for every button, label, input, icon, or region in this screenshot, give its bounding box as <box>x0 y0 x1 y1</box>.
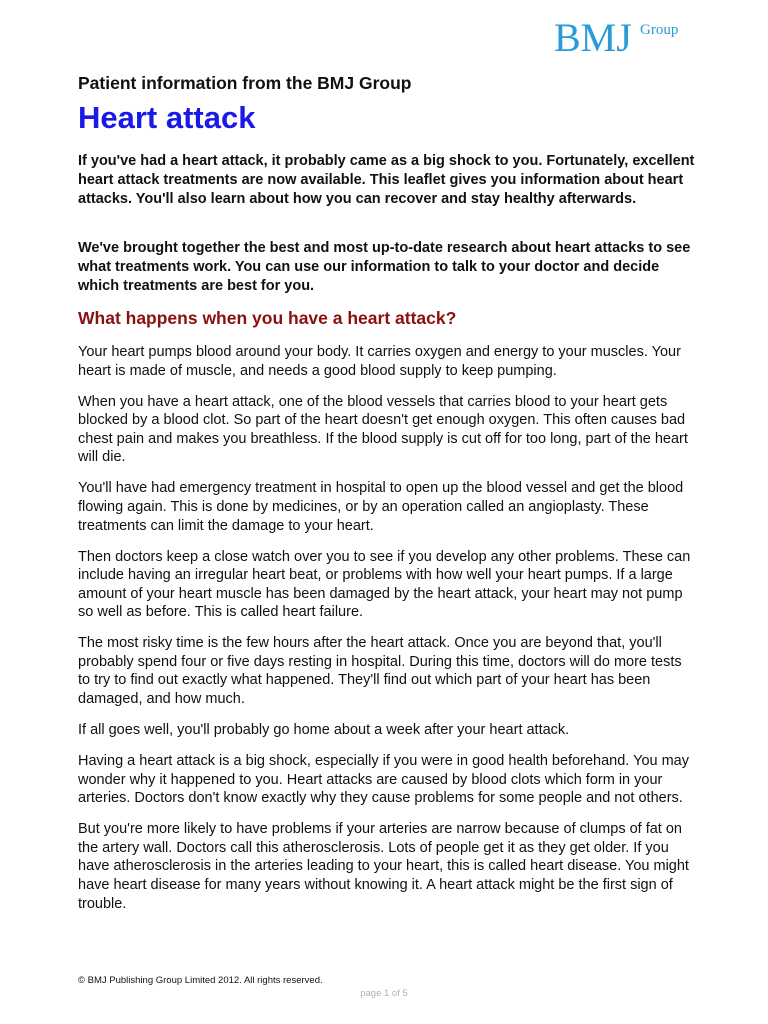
body-paragraph: But you're more likely to have problems if your arteries are narrow because of clumps of fat on the artery wall. Doctors call this atherosclerosis. Lots of people get it as they get older. If you have atherosclerosis in the arteries leading to your heart, this is called heart disease. You might have heart disease for many years without knowing it. A heart attack might be the first sign of trouble. <box>78 821 689 912</box>
body-paragraph: If all goes well, you'll probably go home about a week after your heart attack. <box>78 722 570 739</box>
body-paragraph: Having a heart attack is a big shock, especially if you were in good health beforehand. You may wonder why it happened to you. Heart attacks are caused by blood clots which form in your arteries. Doctors don't know exactly why they cause problems for some people and not others. <box>78 753 689 807</box>
body-paragraph: Your heart pumps blood around your body. It carries oxygen and energy to your muscles. Your heart is made of muscle, and needs a good blood supply to keep pumping. <box>78 344 681 379</box>
body-paragraph: When you have a heart attack, one of the blood vessels that carries blood to your heart gets blocked by a blood clot. So part of the heart doesn't get enough oxygen. This often causes bad chest pain and makes you breathless. If the blood supply is cut off for too long, part of the heart will die. <box>78 393 688 466</box>
body-paragraph: You'll have had emergency treatment in hospital to open up the blood vessel and get the blood flowing again. This is done by medicines, or by an operation called an angioplasty. These treatments can limit the damage to your heart. <box>78 480 684 534</box>
section-heading: What happens when you have a heart attack? <box>78 308 457 328</box>
bmj-group-logo <box>554 16 694 66</box>
body-paragraph: Then doctors keep a close watch over you to see if you develop any other problems. These can include having an irregular heart beat, or problems with how well your heart pumps. If a large amount of your heart muscle has been damaged by the heart attack, your heart may not pump so well as before. This is called heart failure. <box>78 548 691 621</box>
leaflet-supertitle: Patient information from the BMJ Group <box>78 73 412 93</box>
copyright-footer: © BMJ Publishing Group Limited 2012. All rights reserved. <box>78 975 323 986</box>
body-paragraph: The most risky time is the few hours after the heart attack. Once you are beyond that, you'll probably spend four or five days resting in hospital. During this time, doctors will do more tests to try to find out exactly what happened. They'll find out which part of your heart has been damaged, and how much. <box>78 635 682 708</box>
section-body <box>78 343 696 926</box>
page-title: Heart attack <box>78 100 256 135</box>
intro-paragraph: We've brought together the best and most up-to-date research about heart attacks to see what treatments work. You can use our information to talk to your doctor and decide which treatments are best for you. <box>78 240 691 294</box>
page-number: page 1 of 5 <box>360 988 408 999</box>
logo-brand-text: BMJ <box>554 15 632 60</box>
logo-suffix-text: Group <box>640 22 679 38</box>
intro-paragraph: If you've had a heart attack, it probably came as a big shock to you. Fortunately, excellent heart attack treatments are now available. This leaflet gives you information about heart attacks. You'll also learn about how you can recover and stay healthy afterwards. <box>78 153 695 207</box>
